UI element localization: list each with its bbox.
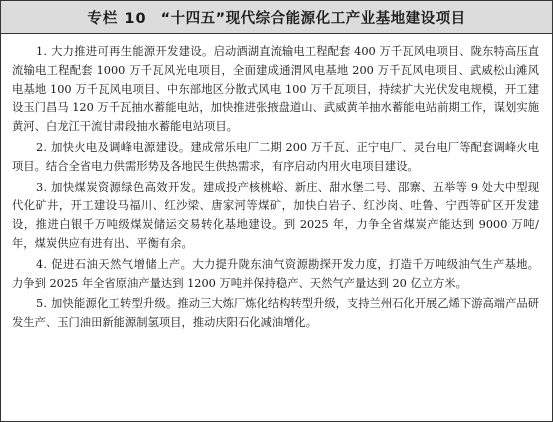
item-lead: 4. 促进石油天然气增储上产。: [36, 257, 193, 271]
column-content: [1, 34, 552, 333]
column-header: [1, 1, 552, 34]
item-body: 推动三大炼厂炼化结构转型升级，支持兰州石化开展乙烯下游高端产品研发生产、玉门油田新能源制氢项目，推动庆阳石化减油增化。: [12, 297, 539, 330]
item-lead: 2. 加快火电及调峰电源建设。: [36, 140, 191, 154]
item-lead: 5. 加快能源化工转型升级。: [36, 297, 178, 311]
list-item: [12, 179, 539, 254]
column-label: 专栏 10: [87, 10, 147, 27]
list-item: [12, 256, 539, 294]
item-body: 建成投产核桃峪、新庄、甜水堡二号、邵寨、五举等 9 处大中型现代化矿井，开工建设马福川、红沙梁、唐家河等煤矿，加快白岩子、红沙岗、吐鲁、宁西等矿区开发建设，推进白银千万吨级煤炭储运交易转化基地建设。到 2025 年，力争全省煤炭产能达到 9000 万吨/年，煤炭供应有进有出、平衡有余。: [12, 180, 539, 250]
item-lead: 1. 大力推进可再生能源开发建设。: [36, 45, 214, 58]
list-item: [12, 139, 539, 177]
item-lead: 3. 加快煤炭资源绿色高效开发。: [36, 180, 203, 194]
item-body: 大力提升陇东油气资源勘探开发力度，打造千万吨级油气生产基地。力争到 2025 年全省原油产量达到 1200 万吨并保持稳产、天然气产量达到 20 亿立方米。: [12, 257, 539, 290]
list-item: [12, 43, 539, 137]
column-title: “十四五”现代综合能源化工产业基地建设项目: [160, 10, 466, 27]
item-body: 建成常乐电厂二期 200 万千瓦、正宁电厂、灵台电厂等配套调峰火电项目。结合全省电力供需形势及各地民生供热需求，有序启动内用火电项目建设。: [12, 140, 539, 173]
list-item: [12, 295, 539, 333]
item-body: 启动酒湖直流输电工程配套 400 万千瓦风电项目、陇东特高压直流输电工程配套 1000 万千瓦风光电项目，全面建成通渭风电基地 200 万千瓦风电项目、武威松山滩风电基地 100 万千瓦风电项目、中东部地区分散式风电 100 万千瓦项目，持续扩大光伏发电规模，开工建设玉门昌马 120 万千瓦抽水蓄能电站，加快推进张掖盘道山、武威黄羊抽水蓄能电站前期工作，谋划实施黄河、白龙江干流甘肃段抽水蓄能电站项目。: [12, 45, 539, 134]
